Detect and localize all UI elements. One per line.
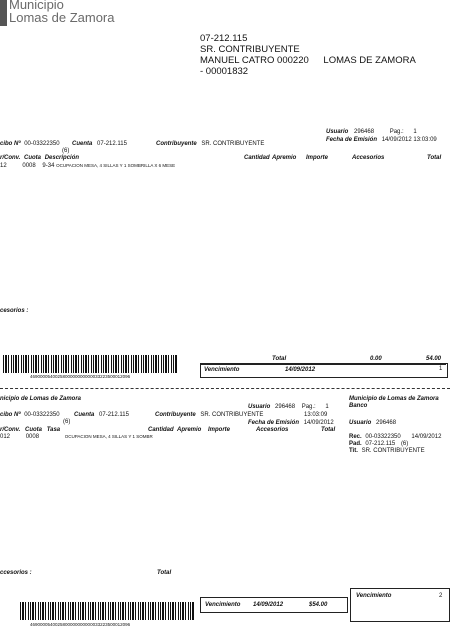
bottom-vencimiento-box [200,597,348,613]
bottom-header-apremio: Apremio [177,427,202,433]
top-fecha-emision: Fecha de Emisión 14/09/2012 13:03:09 [326,137,437,143]
top-barcode-number: 4690000540025800000000000033223500012096 [30,374,131,379]
stub-copy-mark: 2 [439,593,443,599]
shield-icon [0,0,7,26]
top-vencimiento-box [200,363,448,378]
top-header-accesorios: Accesorios [352,155,385,161]
top-six-mark: (6) [62,148,70,154]
bottom-fecha-emision: Fecha de Emisión 14/09/2012 [248,420,334,426]
bottom-header-importe: Importe [208,427,231,433]
bottom-barcode-number: 4690000540025800000000000033223500012096 [30,622,131,627]
address-street: MANUEL CATRO 000220 LOMAS DE ZAMORA [200,55,416,66]
bottom-time: 13:03:09 [304,412,328,418]
stub-title: Municipio de Lomas de Zamora [349,396,439,402]
bottom-header-total: Total [321,427,336,433]
top-total-value: 54.00 [426,356,442,362]
bottom-usuario: Usuario 296468 Pag.: 1 [248,404,329,410]
top-total-accesorios: 0.00 [370,356,382,362]
bottom-barcode [20,602,194,620]
bottom-contribuyente: Contribuyente SR. CONTRIBUYENTE [155,412,264,418]
bottom-amount: $54.00 [309,602,328,608]
bottom-recibo: cibo Nº 00-03322350 [0,412,60,418]
top-usuario: Usuario 296468 Pag.: 1 [326,129,417,135]
top-header-total: Total [427,155,442,161]
logo-line-1: Municipio [9,0,64,12]
top-header-cantidad: Cantidad [244,155,270,161]
bottom-table-row: 012 0008 OCUPACION MESA, 4 SILLAS Y 1 SOMBR [0,434,153,440]
bottom-six-mark: (6) [63,419,71,425]
top-vencimiento-label: Vencimiento [204,367,240,373]
bottom-table-header: r/Conv. Cuota Tasa [0,427,61,433]
address-block [200,33,416,77]
stub-titular: Tit. SR. CONTRIBUYENTE [349,448,425,454]
bottom-header-accesorios: Accesorios [256,427,289,433]
bottom-header-cantidad: Cantidad [148,427,174,433]
top-header-apremio: Apremio [272,155,297,161]
stub-vencimiento-label: Vencimiento [356,593,392,599]
bottom-total-label: Total [157,570,172,576]
logo-line-2: Lomas de Zamora [9,10,115,25]
stub-recibo: Rec. 00-03322350 14/09/2012 [349,434,442,440]
address-code: - 00001832 [200,66,249,77]
bottom-title: nicipio de Lomas de Zamora [0,396,82,402]
top-copy-mark: 1 [439,366,443,372]
bottom-cuenta: Cuenta 07-212.115 [74,412,129,418]
bottom-vencimiento-value: 14/09/2012 [253,602,284,608]
address-city: LOMAS DE ZAMORA [323,55,416,66]
address-name: SR. CONTRIBUYENTE [200,44,300,55]
top-table-row: 12 0008 9-34 OCUPACION MESA, 4 SILLAS Y 1 SOMBRILLA X 6 MESE [0,163,176,169]
top-contribuyente: Contribuyente SR. CONTRIBUYENTE [156,141,265,147]
address-account: 07-212.115 [200,33,248,44]
top-vencimiento-value: 14/09/2012 [285,367,316,373]
bottom-vencimiento-label: Vencimiento [205,602,241,608]
top-header-importe: Importe [306,155,329,161]
top-recibo: cibo Nº 00-03322350 [0,141,60,147]
top-total-label: Total [272,356,287,362]
bottom-accesorios-label: ccesorios : [0,570,32,576]
stub-banco: Banco [349,403,368,409]
stub-padron: Pad. 07-212.115 (6) [349,441,409,447]
top-table-header: r/Conv. Cuota Descripción [0,155,80,161]
stub-usuario: Usuario 296468 [349,420,397,426]
tear-off-line [0,388,450,389]
top-accesorios-label: cesorios : [0,308,29,314]
top-cuenta: Cuenta 07-212.115 [72,141,127,147]
top-barcode [3,355,177,373]
stub-vencimiento-box [350,588,450,622]
